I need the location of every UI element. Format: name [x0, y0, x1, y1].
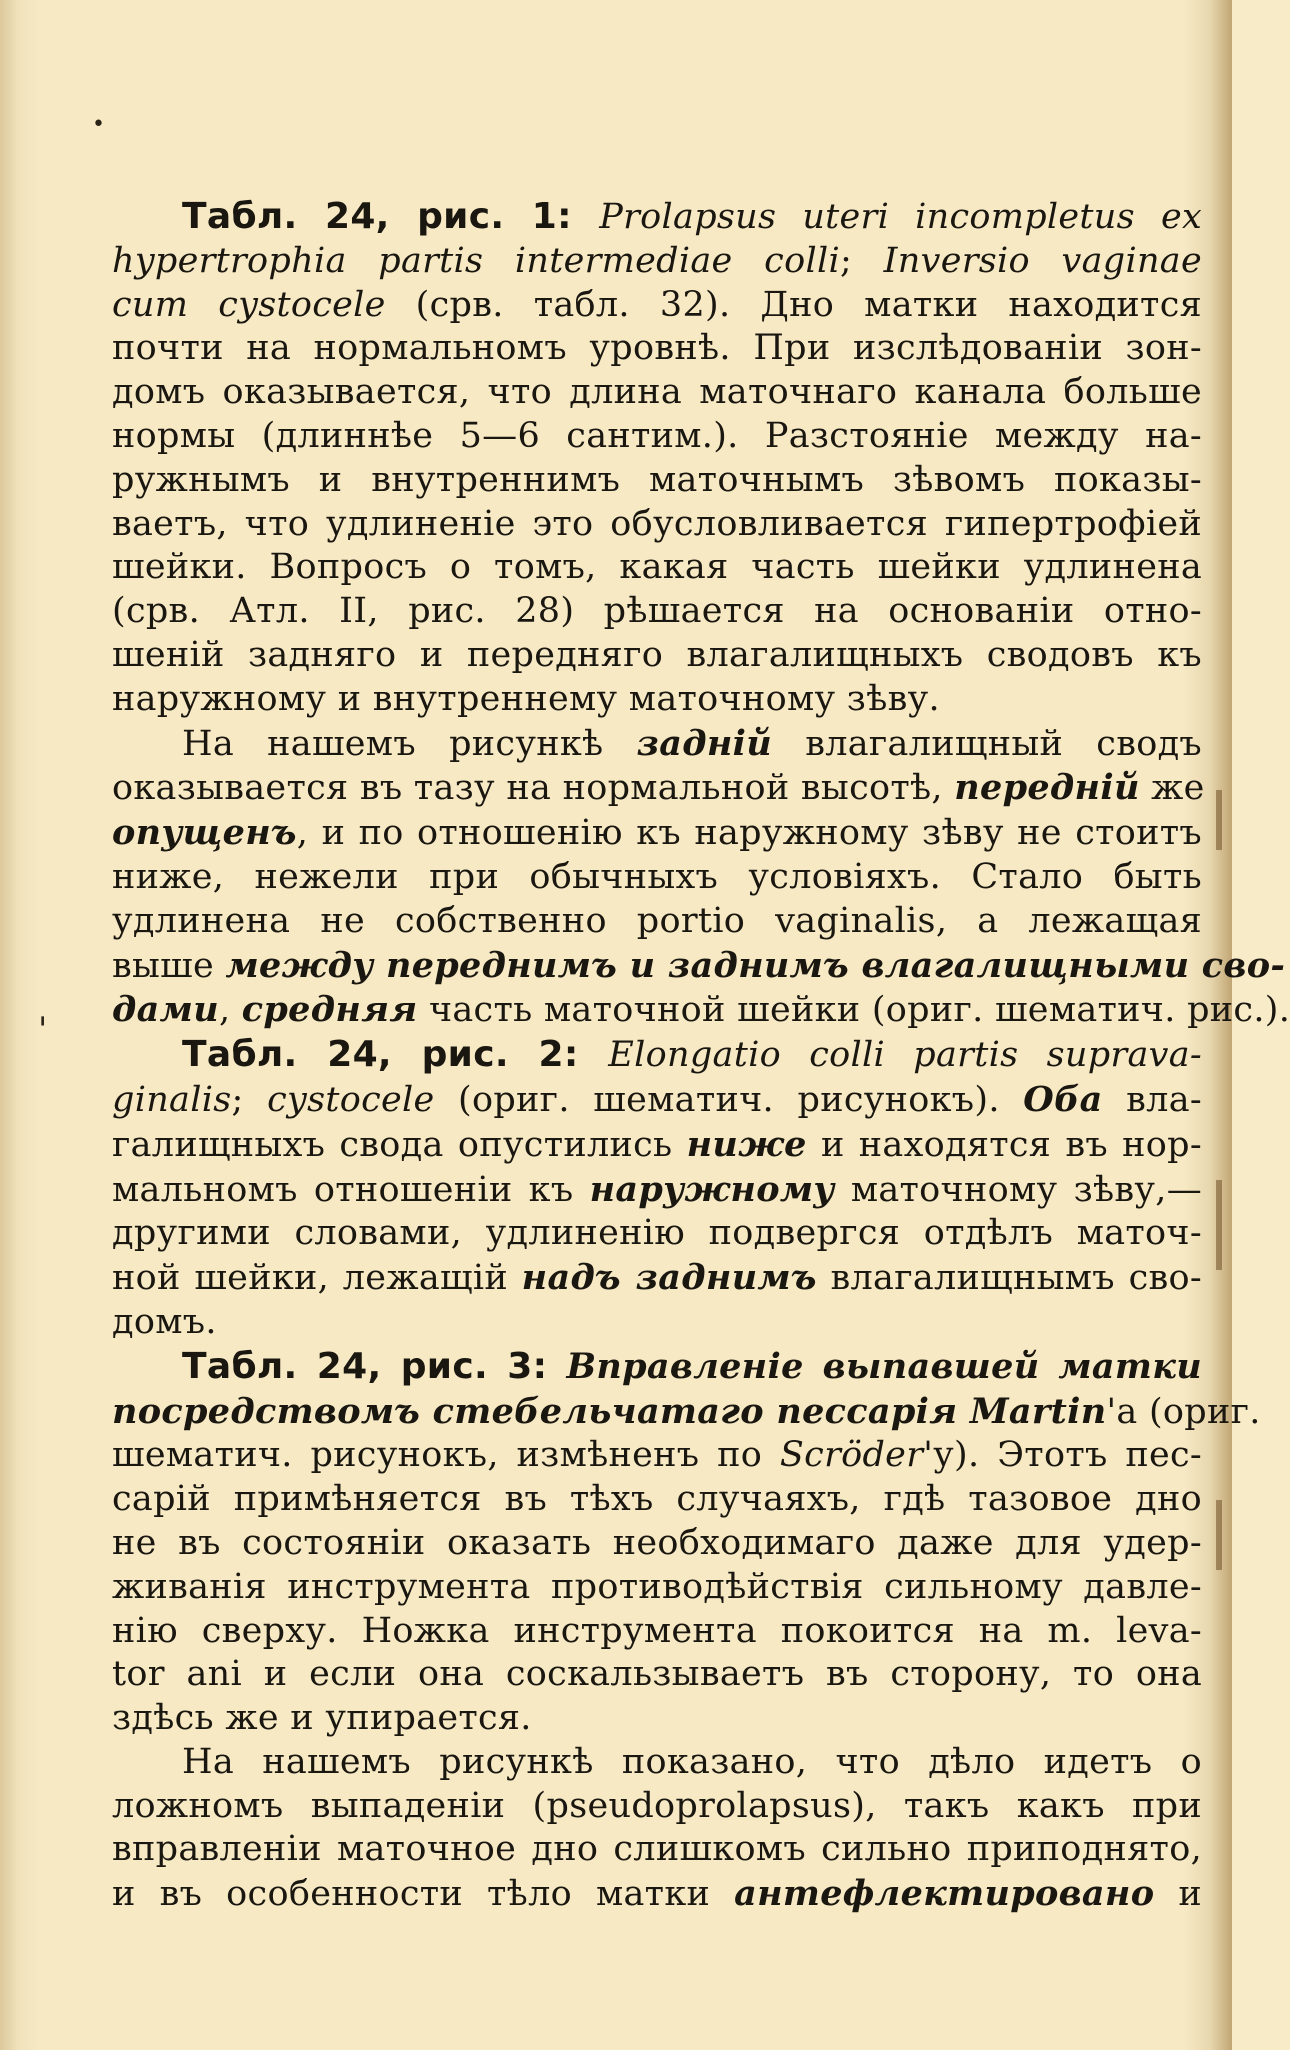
text-segment: ружнымъ и внутреннимъ маточнымъ зѣвомъ показы-: [112, 459, 1202, 500]
text-segment: мальномъ отношеніи къ: [112, 1169, 590, 1210]
text-line: [112, 415, 1202, 459]
text-segment: ;: [231, 1079, 268, 1120]
text-segment: Вправленіе выпавшей матки: [566, 1345, 1202, 1387]
text-line: [112, 1033, 1202, 1078]
text-segment: домъ оказывается, что длина маточнаго канала больше: [112, 372, 1202, 413]
text-segment: На нашемъ рисункѣ: [182, 723, 637, 764]
text-segment: cum cystocele: [112, 284, 386, 325]
text-line: [112, 546, 1202, 590]
text-line: [112, 371, 1202, 415]
text-segment: На нашемъ рисункѣ показано, что дѣло идетъ о: [182, 1741, 1202, 1782]
page-edge-shadow: [1216, 790, 1222, 850]
text-segment: ;: [839, 240, 884, 281]
text-line: [112, 1434, 1202, 1478]
text-segment: опущенъ: [112, 812, 297, 854]
text-segment: галищныхъ свода опустились: [112, 1124, 687, 1165]
text-segment: надъ заднимъ: [521, 1257, 817, 1299]
text-line: [112, 1345, 1202, 1390]
text-line: [112, 944, 1286, 989]
text-segment: вправленіи маточное дно слишкомъ сильно приподнято,: [112, 1829, 1202, 1870]
text-segment: нію сверху. Ножка инструмента покоится на m. leva-: [112, 1610, 1202, 1651]
text-segment: здѣсь же и упирается.: [112, 1698, 532, 1739]
text-segment: , и по отношенію къ наружному зѣву не стоитъ: [296, 813, 1202, 854]
text-segment: ginalis: [112, 1079, 232, 1120]
text-line: [112, 1256, 1202, 1301]
text-segment: нормы (длиннѣе 5—6 сантим.). Разстояніе между на-: [112, 415, 1202, 456]
text-segment: часть маточной шейки (ориг. шематич. рис.).: [417, 990, 1290, 1031]
text-segment: задній: [636, 722, 773, 764]
text-segment: же: [1139, 768, 1205, 809]
page-corner-mark: •: [92, 112, 105, 137]
text-line: [112, 1078, 1202, 1123]
text-line: [112, 1123, 1202, 1168]
text-line: [112, 1478, 1202, 1522]
text-segment: сарій примѣняется въ тѣхъ случаяхъ, гдѣ тазовое дно: [112, 1479, 1202, 1520]
text-segment: не въ состояніи оказать необходимаго даже для удер-: [112, 1522, 1202, 1563]
text-line: [112, 634, 1202, 678]
text-line: [112, 900, 1202, 944]
text-segment: Scröder: [779, 1435, 924, 1476]
text-segment: антефлектировано: [734, 1873, 1155, 1915]
text-segment: ниже: [686, 1123, 807, 1165]
text-segment: дами: [112, 989, 219, 1031]
text-segment: ной шейки, лежащій: [112, 1258, 522, 1299]
text-segment: ,: [218, 990, 242, 1031]
text-segment: почти на нормальномъ уровнѣ. При изслѣдованіи зон-: [112, 328, 1202, 369]
figure-heading: Табл. 24, рис. 2:: [182, 1034, 609, 1076]
text-segment: и въ особенности тѣло матки: [112, 1874, 735, 1915]
text-line: [112, 195, 1202, 240]
text-line: [112, 503, 1202, 547]
text-segment: удлинена не собственно portio vaginalis, а лежащая: [112, 900, 1202, 941]
text-segment: посредствомъ стебельчатаго пессарія Martin: [112, 1390, 1107, 1432]
text-line: [112, 811, 1202, 856]
text-line: [112, 766, 1205, 811]
text-line: [112, 856, 1202, 900]
margin-mark: ': [38, 1010, 48, 1050]
text-segment: влагалищнымъ сво-: [816, 1258, 1202, 1299]
page-edge-shadow: [1216, 1180, 1222, 1270]
figure-heading: Табл. 24, рис. 1:: [182, 196, 600, 237]
text-segment: (ориг. шематич. рисунокъ).: [434, 1079, 1024, 1120]
text-line: [112, 988, 1290, 1033]
text-segment: ваетъ, что удлиненіе это обусловливается гипертрофіей: [112, 503, 1202, 544]
text-line: [112, 1828, 1202, 1872]
text-segment: Prolapsus uteri incompletus ex: [599, 197, 1202, 237]
text-line: [112, 1212, 1202, 1256]
text-line: [112, 327, 1202, 371]
text-segment: и находятся въ нор-: [806, 1124, 1202, 1165]
text-segment: наружному: [589, 1168, 835, 1210]
text-line: [112, 1872, 1202, 1917]
text-line: [112, 722, 1202, 767]
text-line: [112, 1653, 1202, 1697]
text-segment: (срв. Атл. II, рис. 28) рѣшается на основаніи отно-: [112, 591, 1202, 632]
text-segment: шейки. Вопросъ о томъ, какая часть шейки удлинена: [112, 547, 1202, 588]
text-segment: вла-: [1102, 1079, 1202, 1120]
text-segment: домъ.: [112, 1301, 217, 1342]
figure-heading: Табл. 24, рис. 3:: [182, 1345, 567, 1387]
text-segment: оказывается въ тазу на нормальной высотѣ,: [112, 768, 955, 809]
text-segment: (срв. табл. 32). Дно матки находится: [385, 284, 1202, 325]
text-segment: Оба: [1023, 1078, 1103, 1120]
text-segment: hypertrophia partis intermediae colli: [112, 240, 840, 281]
text-line: [112, 1522, 1202, 1566]
text-line: [112, 590, 1202, 634]
body-text: [112, 195, 1290, 1917]
text-segment: 'у). Этотъ пес-: [923, 1435, 1202, 1476]
text-line: [112, 1566, 1202, 1610]
text-segment: cystocele: [267, 1079, 435, 1120]
text-segment: 'а (ориг.: [1106, 1391, 1261, 1432]
text-line: [112, 1697, 1202, 1741]
text-segment: шематич. рисунокъ, измѣненъ по: [112, 1435, 780, 1476]
text-segment: Elongatio colli partis supravа-: [608, 1035, 1202, 1076]
text-line: [112, 1785, 1202, 1829]
text-segment: и: [1154, 1874, 1202, 1915]
text-segment: другими словами, удлиненію подвергся отдѣлъ маточ-: [112, 1213, 1202, 1254]
text-segment: Inversio vaginae: [883, 240, 1202, 281]
text-line: [112, 284, 1202, 328]
text-line: [112, 459, 1202, 503]
text-segment: между переднимъ и заднимъ влагалищными сво-: [225, 944, 1286, 986]
text-line: [112, 1741, 1202, 1785]
text-segment: наружному и внутреннему маточному зѣву.: [112, 678, 940, 719]
text-segment: выше: [112, 945, 226, 986]
text-line: [112, 678, 1202, 722]
text-line: [112, 1301, 1202, 1345]
text-segment: влагалищный сводъ: [772, 723, 1202, 764]
text-line: [112, 1610, 1202, 1654]
text-segment: tor ani и если она соскальзываетъ въ сторону, то она: [112, 1654, 1202, 1695]
text-line: [112, 1168, 1202, 1213]
text-segment: передній: [954, 767, 1140, 809]
text-segment: маточному зѣву,—: [834, 1169, 1203, 1210]
text-line: [112, 240, 1202, 284]
text-segment: ниже, нежели при обычныхъ условіяхъ. Стало быть: [112, 856, 1202, 897]
page-edge-shadow: [1216, 1500, 1222, 1570]
text-segment: шеній задняго и передняго влагалищныхъ сводовъ къ: [112, 634, 1202, 675]
text-segment: ложномъ выпаденіи (pseudoprolapsus), такъ какъ при: [112, 1785, 1202, 1826]
text-line: [112, 1390, 1261, 1435]
text-segment: живанія инструмента противодѣйствія сильному давле-: [112, 1566, 1202, 1607]
text-segment: средняя: [241, 989, 418, 1031]
